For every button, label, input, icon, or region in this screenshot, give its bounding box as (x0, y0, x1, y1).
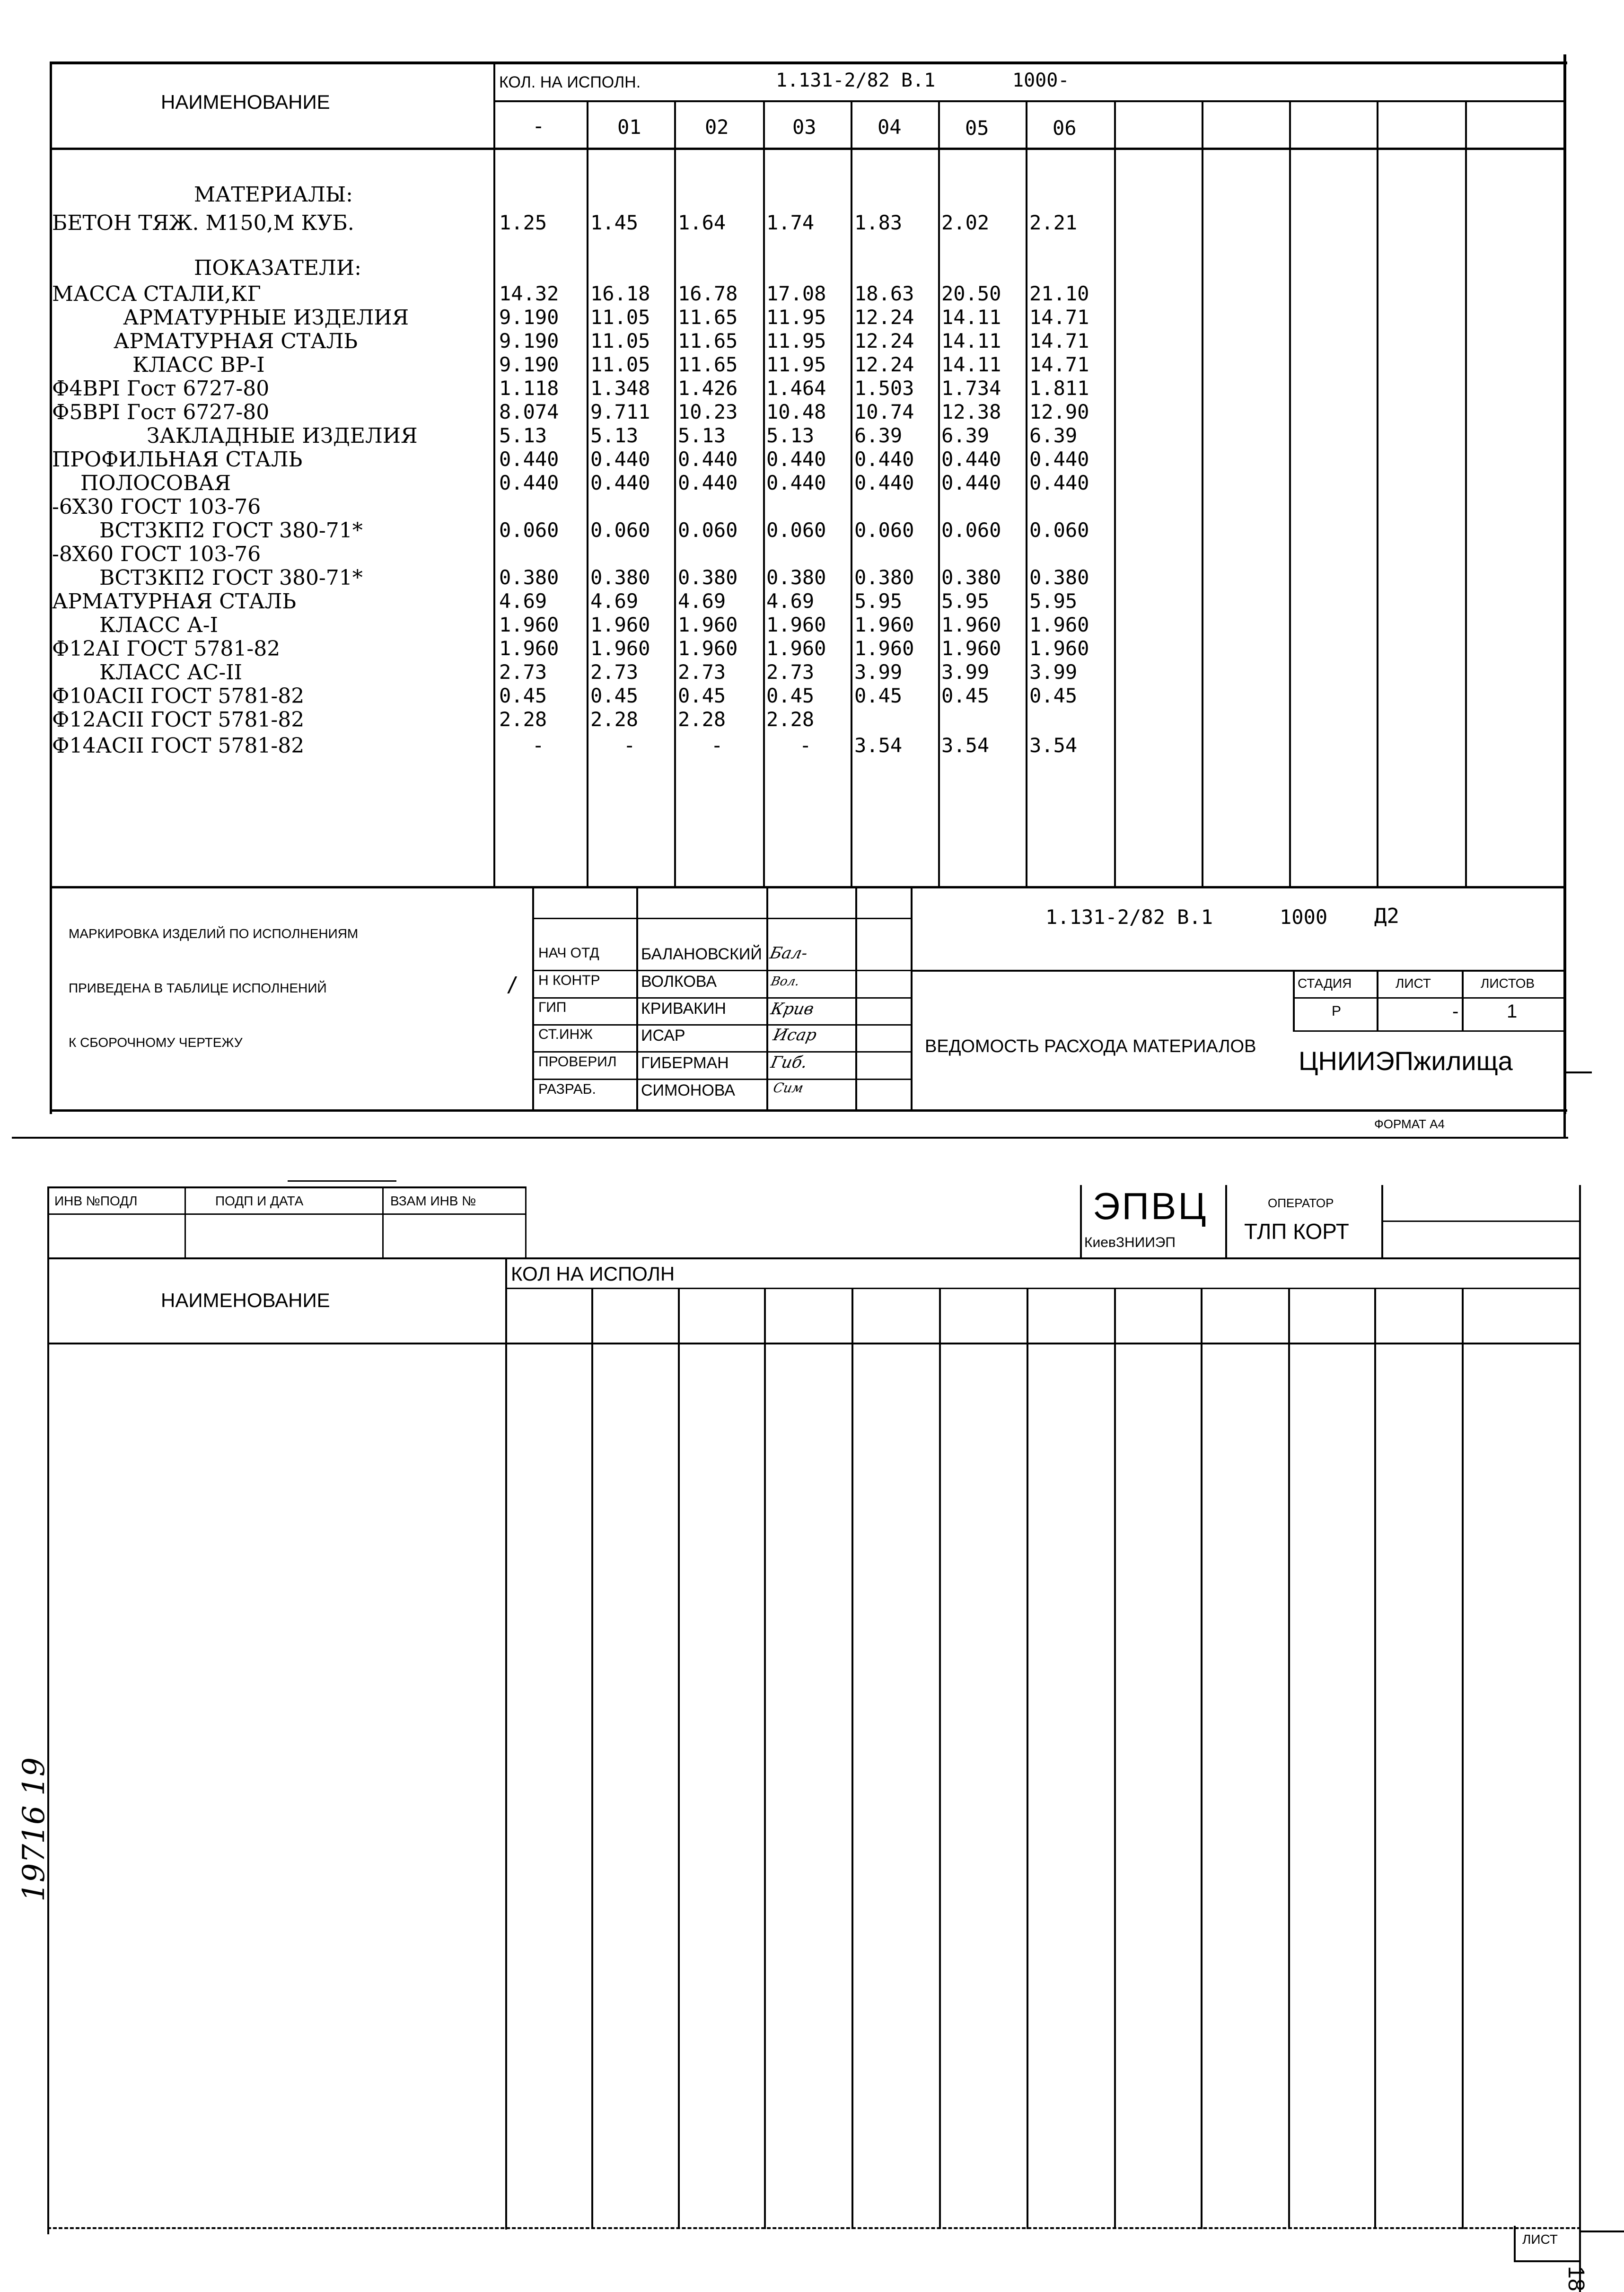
col-header-05: 05 (965, 116, 989, 140)
tb-role: СТ.ИНЖ (538, 1027, 593, 1042)
row-value: 0.440 (854, 471, 914, 494)
row-value: - (623, 734, 636, 757)
row-value: 10.48 (766, 400, 826, 423)
row-value: 1.464 (766, 377, 826, 400)
epvc-logo: ЭПВЦ (1093, 1185, 1208, 1227)
row-value: 12.24 (854, 329, 914, 352)
note-line-2: ПРИВЕДЕНА В ТАБЛИЦЕ ИСПОЛНЕНИЙ (69, 981, 327, 995)
row-value: 1.960 (590, 613, 650, 636)
row-value: 0.440 (678, 448, 738, 471)
row-value: 0.060 (766, 518, 826, 542)
row-value: 4.69 (499, 589, 547, 613)
row-value: 5.13 (499, 424, 547, 447)
sign-date-label: ПОДП И ДАТА (215, 1194, 304, 1208)
row-value: 0.440 (499, 448, 559, 471)
row-value: 0.060 (590, 518, 650, 542)
row-value: 3.99 (854, 660, 903, 684)
signature-5: Гиб. (769, 1053, 809, 1072)
row-value: 1.960 (678, 613, 738, 636)
row-value: 1.118 (499, 377, 559, 400)
row-value: 1.960 (941, 613, 1001, 636)
row-value: 16.18 (590, 282, 650, 305)
note-line-3: К СБОРОЧНОМУ ЧЕРТЕЖУ (69, 1035, 243, 1050)
qty-label: КОЛ. НА ИСПОЛН. (499, 73, 641, 91)
row-value: 1.64 (678, 211, 726, 234)
tb-role: Н КОНТР (538, 973, 600, 988)
row-value: 1.25 (499, 211, 547, 234)
row-value: 0.060 (678, 518, 738, 542)
row-value: - (532, 734, 544, 757)
row-value: 3.54 (1029, 734, 1078, 757)
row-value: 14.32 (499, 282, 559, 305)
row-value: 2.21 (1029, 211, 1078, 234)
row-value: 14.71 (1029, 329, 1089, 352)
row-label: ВСТ3КП2 ГОСТ 380-71* (99, 566, 363, 590)
row-value: 0.440 (941, 448, 1001, 471)
row-value: 5.95 (941, 589, 990, 613)
row-value: 1.960 (1029, 613, 1089, 636)
row-label: ПРОФИЛЬНАЯ СТАЛЬ (52, 448, 303, 472)
row-value: 16.78 (678, 282, 738, 305)
operator-value: ТЛП КОРТ (1244, 1219, 1349, 1244)
row-value: 4.69 (766, 589, 815, 613)
tb-role: ПРОВЕРИЛ (538, 1054, 617, 1070)
row-value: 0.380 (766, 566, 826, 589)
row-value: 1.960 (941, 637, 1001, 660)
tb-sheet-label: ЛИСТ (1396, 976, 1431, 991)
row-value: 11.95 (766, 329, 826, 352)
row-value: 5.13 (678, 424, 726, 447)
col-header-base: - (532, 114, 545, 138)
tb-name: ВОЛКОВА (641, 973, 717, 991)
row-value: 1.960 (499, 637, 559, 660)
signature-2: Вол. (769, 975, 801, 989)
row-value: 8.074 (499, 400, 559, 423)
row-value: 12.38 (941, 400, 1001, 423)
row-label: Ф5ВРI Гост 6727-80 (52, 400, 270, 424)
row-value: 21.10 (1029, 282, 1089, 305)
col-header-02: 02 (705, 115, 729, 139)
row-value: 18.63 (854, 282, 914, 305)
row-value: 11.65 (678, 353, 738, 376)
row-value: - (799, 734, 812, 757)
row-value: 12.90 (1029, 400, 1089, 423)
replace-inv-label: ВЗАМ ИНВ № (390, 1194, 476, 1208)
row-label: МАССА СТАЛИ,КГ (52, 282, 261, 306)
tb-org: ЦНИИЭПжилища (1299, 1046, 1513, 1076)
row-value: 1.45 (590, 211, 639, 234)
row-value: 1.426 (678, 377, 738, 400)
row-label: ПОЛОСОВАЯ (80, 471, 231, 495)
row-label: Ф12АСII ГОСТ 5781-82 (52, 708, 305, 732)
row-label: ВСТ3КП2 ГОСТ 380-71* (99, 518, 363, 543)
row-value: 0.45 (1029, 684, 1078, 707)
row-value: 11.05 (590, 306, 650, 329)
row-value: 0.45 (854, 684, 903, 707)
row-value: 0.440 (941, 471, 1001, 494)
row-value: 0.45 (678, 684, 726, 707)
row-value: 0.440 (678, 471, 738, 494)
row-value: 11.95 (766, 353, 826, 376)
row-value: 0.380 (854, 566, 914, 589)
row-value: 9.190 (499, 306, 559, 329)
tb-stage-label: СТАДИЯ (1298, 976, 1352, 991)
row-value: 17.08 (766, 282, 826, 305)
col-header-04: 04 (878, 115, 902, 139)
row-value: 14.11 (941, 329, 1001, 352)
tb-doc-series: 1000 (1280, 905, 1328, 929)
row-value: 5.95 (1029, 589, 1078, 613)
row-label: МАТЕРИАЛЫ: (194, 183, 353, 207)
row-value: 6.39 (854, 424, 903, 447)
row-value: 2.73 (499, 660, 547, 684)
col-header-06: 06 (1053, 116, 1077, 140)
row-value: 0.440 (1029, 471, 1089, 494)
row-value: 4.69 (678, 589, 726, 613)
row-value: 0.440 (854, 448, 914, 471)
tb-stage-value: Р (1332, 1003, 1342, 1019)
row-value: 2.73 (590, 660, 639, 684)
row-value: 1.348 (590, 377, 650, 400)
name-column-header: НАИМЕНОВАНИЕ (161, 91, 330, 113)
row-value: 12.24 (854, 353, 914, 376)
tb-role: РАЗРАБ. (538, 1081, 596, 1097)
row-value: 2.28 (590, 708, 639, 731)
row-value: 1.960 (854, 613, 914, 636)
epvc-logo-sub: КиевЗНИИЭП (1084, 1235, 1176, 1250)
row-value: 11.65 (678, 329, 738, 352)
row-value: 5.13 (766, 424, 815, 447)
row-label: АРМАТУРНАЯ СТАЛЬ (114, 329, 358, 353)
row-value: 1.811 (1029, 377, 1089, 400)
tb-role: НАЧ ОТД (538, 945, 599, 961)
row-value: 2.73 (678, 660, 726, 684)
tb-name: КРИВАКИН (641, 1000, 726, 1018)
row-label: АРМАТУРНАЯ СТАЛЬ (52, 589, 296, 614)
row-label: КЛАСС А-I (99, 613, 218, 637)
name-column-header-2: НАИМЕНОВАНИЕ (161, 1289, 330, 1311)
row-value: 11.95 (766, 306, 826, 329)
row-value: 1.734 (941, 377, 1001, 400)
row-value: 9.190 (499, 329, 559, 352)
row-value: 14.11 (941, 353, 1001, 376)
row-value: 1.960 (854, 637, 914, 660)
inv-label: ИНВ №ПОДЛ (54, 1194, 138, 1208)
tb-doc-code: 1.131-2/82 В.1 (1045, 905, 1213, 929)
row-value: 1.960 (766, 613, 826, 636)
row-value: 5.13 (590, 424, 639, 447)
row-label: КЛАСС ВР-I (132, 353, 265, 377)
tb-doc-sheet: Д2 (1374, 904, 1399, 928)
tb-sheets-label: ЛИСТОВ (1481, 976, 1535, 991)
tb-name: БАЛАНОВСКИЙ (641, 945, 762, 963)
row-label: Ф14АСII ГОСТ 5781-82 (52, 734, 305, 758)
row-value: 0.440 (590, 471, 650, 494)
row-value: 1.503 (854, 377, 914, 400)
row-value: 0.060 (1029, 518, 1089, 542)
row-value: 14.11 (941, 306, 1001, 329)
row-value: 1.960 (766, 637, 826, 660)
row-value: 0.440 (590, 448, 650, 471)
row-value: 6.39 (1029, 424, 1078, 447)
row-value: 14.71 (1029, 306, 1089, 329)
row-value: - (711, 734, 723, 757)
tb-doc-title: ВЕДОМОСТЬ РАСХОДА МАТЕРИАЛОВ (925, 1036, 1256, 1056)
row-value: 11.05 (590, 329, 650, 352)
tb-name: ИСАР (641, 1027, 685, 1045)
row-value: 2.02 (941, 211, 990, 234)
row-value: 1.83 (854, 211, 903, 234)
sheet-label: ЛИСТ (1522, 2232, 1558, 2247)
row-value: 12.24 (854, 306, 914, 329)
row-label: Ф4ВРI Гост 6727-80 (52, 377, 270, 401)
row-value: 0.440 (766, 448, 826, 471)
series-code: 1000- (1012, 70, 1070, 91)
row-label: ПОКАЗАТЕЛИ: (194, 256, 361, 280)
row-value: 3.54 (854, 734, 903, 757)
row-value: 1.74 (766, 211, 815, 234)
row-value: 9.711 (590, 400, 650, 423)
row-value: 10.74 (854, 400, 914, 423)
row-value: 2.28 (766, 708, 815, 731)
row-value: 0.45 (766, 684, 815, 707)
row-value: 0.380 (590, 566, 650, 589)
row-label: ЗАКЛАДНЫЕ ИЗДЕЛИЯ (147, 424, 418, 448)
signature-6: Сим (772, 1080, 805, 1096)
row-value: 0.45 (499, 684, 547, 707)
handwritten-archive-number: 19716 19 (17, 1757, 52, 1902)
qty-label-2: КОЛ НА ИСПОЛН (511, 1263, 675, 1285)
signature-1: Бал- (768, 944, 809, 963)
row-value: 0.380 (678, 566, 738, 589)
row-value: 3.99 (1029, 660, 1078, 684)
row-value: 2.28 (678, 708, 726, 731)
doc-code: 1.131-2/82 В.1 (776, 70, 936, 91)
row-value: 1.960 (590, 637, 650, 660)
row-value: 9.190 (499, 353, 559, 376)
row-value: 0.380 (941, 566, 1001, 589)
row-value: 0.45 (941, 684, 990, 707)
row-value: 2.28 (499, 708, 547, 731)
row-label: АРМАТУРНЫЕ ИЗДЕЛИЯ (123, 306, 409, 330)
format-label: ФОРМАТ А4 (1374, 1117, 1445, 1131)
row-value: 20.50 (941, 282, 1001, 305)
tb-role: ГИП (538, 1000, 567, 1015)
row-label: КЛАСС АС-II (99, 660, 243, 685)
row-label: БЕТОН ТЯЖ. М150,М КУБ. (52, 211, 354, 235)
row-value: 1.960 (678, 637, 738, 660)
row-value: 5.95 (854, 589, 903, 613)
row-value: 0.380 (1029, 566, 1089, 589)
row-value: 0.060 (941, 518, 1001, 542)
operator-label: ОПЕРАТОР (1268, 1196, 1334, 1210)
row-value: 0.060 (499, 518, 559, 542)
row-value: 6.39 (941, 424, 990, 447)
tb-name: СИМОНОВА (641, 1081, 735, 1099)
row-value: 14.71 (1029, 353, 1089, 376)
row-value: 3.99 (941, 660, 990, 684)
row-value: 10.23 (678, 400, 738, 423)
row-value: 11.65 (678, 306, 738, 329)
row-value: 0.440 (499, 471, 559, 494)
row-value: 2.73 (766, 660, 815, 684)
row-value: 0.380 (499, 566, 559, 589)
row-value: 0.440 (1029, 448, 1089, 471)
row-value: 1.960 (499, 613, 559, 636)
row-value: 11.05 (590, 353, 650, 376)
note-line-1: МАРКИРОВКА ИЗДЕЛИЙ ПО ИСПОЛНЕНИЯМ (69, 926, 359, 941)
note-slash: / (506, 973, 519, 997)
col-header-03: 03 (792, 115, 816, 139)
tb-sheet-value: - (1452, 1001, 1459, 1022)
row-label: Ф10АСII ГОСТ 5781-82 (52, 684, 305, 708)
signature-4: Исар (771, 1026, 818, 1045)
signature-3: Крив (769, 1000, 816, 1019)
row-label: -8Х60 ГОСТ 103-76 (52, 542, 261, 566)
tb-sheets-value: 1 (1507, 1001, 1518, 1022)
row-value: 0.45 (590, 684, 639, 707)
row-label: -6Х30 ГОСТ 103-76 (52, 495, 261, 519)
col-header-01: 01 (617, 115, 641, 139)
tb-name: ГИБЕРМАН (641, 1054, 729, 1072)
page-number: 18 (1563, 2266, 1589, 2292)
row-value: 1.960 (1029, 637, 1089, 660)
row-value: 4.69 (590, 589, 639, 613)
row-value: 3.54 (941, 734, 990, 757)
row-value: 0.440 (766, 471, 826, 494)
row-label: Ф12АI ГОСТ 5781-82 (52, 637, 281, 661)
row-value: 0.060 (854, 518, 914, 542)
